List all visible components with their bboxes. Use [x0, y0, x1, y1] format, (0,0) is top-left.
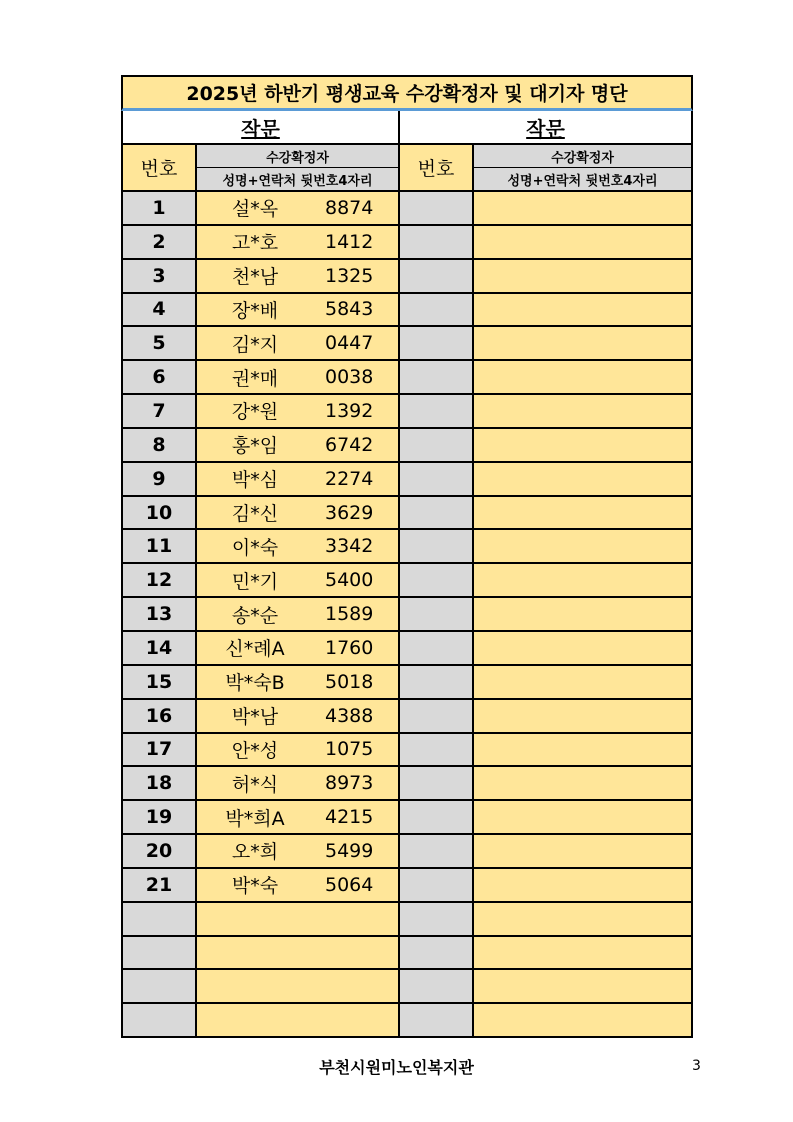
- table-row: [400, 835, 691, 869]
- row-number: 8: [123, 429, 197, 461]
- row-name-phone: [197, 970, 398, 1002]
- table-row: [400, 192, 691, 226]
- row-number: 6: [123, 361, 197, 393]
- table-row: [400, 497, 691, 531]
- row-name-phone: [474, 395, 691, 427]
- table-row: [400, 801, 691, 835]
- row-name-phone: [474, 632, 691, 664]
- table-row: [400, 294, 691, 328]
- table-row: [400, 327, 691, 361]
- row-name-phone: [197, 395, 398, 427]
- student-name: 박*심: [231, 469, 279, 492]
- row-name-phone: [474, 463, 691, 495]
- row-number: [123, 1004, 197, 1036]
- row-number: [400, 598, 474, 630]
- row-name-phone: [197, 192, 398, 224]
- row-number: [400, 937, 474, 969]
- table-row: [400, 395, 691, 429]
- row-number: [400, 564, 474, 596]
- left-header-name-phone: 성명+연락처 뒷번호4자리: [197, 168, 398, 190]
- table-row: [400, 226, 691, 260]
- row-number: [400, 801, 474, 833]
- row-name-phone: [474, 700, 691, 732]
- row-number: 14: [123, 632, 197, 664]
- row-number: [400, 463, 474, 495]
- student-name: 신*례A: [225, 638, 285, 661]
- row-name-phone: [197, 700, 398, 732]
- table-row: [400, 463, 691, 497]
- table-row: [400, 429, 691, 463]
- row-name-phone: [474, 530, 691, 562]
- table-row: [123, 429, 398, 463]
- row-name-phone: [474, 260, 691, 292]
- row-name-phone: [197, 767, 398, 799]
- row-name-phone: [197, 632, 398, 664]
- row-name-phone: [197, 226, 398, 258]
- right-section-title: 작문: [400, 111, 691, 145]
- table-row: [400, 666, 691, 700]
- row-name-phone: [474, 294, 691, 326]
- row-name-phone: [474, 429, 691, 461]
- row-number: [400, 192, 474, 224]
- row-number: [123, 903, 197, 935]
- row-number: 15: [123, 666, 197, 698]
- row-number: 20: [123, 835, 197, 867]
- row-number: [400, 260, 474, 292]
- table-row: [400, 970, 691, 1004]
- table-row: [123, 361, 398, 395]
- row-number: [123, 937, 197, 969]
- table-row: [123, 1004, 398, 1038]
- row-number: [400, 632, 474, 664]
- student-name: 박*남: [231, 706, 279, 729]
- row-number: [400, 767, 474, 799]
- table-row: [123, 835, 398, 869]
- row-number: 10: [123, 497, 197, 529]
- phone-last4: 5499: [325, 839, 374, 862]
- phone-last4: 1760: [325, 636, 374, 659]
- table-row: [400, 564, 691, 598]
- row-number: [400, 1004, 474, 1036]
- roster-grid: [121, 111, 693, 1038]
- row-name-phone: [474, 801, 691, 833]
- phone-last4: 3342: [325, 535, 374, 558]
- phone-last4: 5843: [325, 298, 374, 321]
- table-row: [400, 1004, 691, 1038]
- table-row: [123, 767, 398, 801]
- student-name: 천*남: [231, 266, 279, 289]
- table-row: [123, 260, 398, 294]
- roster-sheet: [121, 75, 693, 1038]
- row-number: 13: [123, 598, 197, 630]
- row-number: [123, 970, 197, 1002]
- right-number-header: 번호: [400, 145, 474, 190]
- organization-name: 부천시원미노인복지관: [319, 1058, 474, 1077]
- left-header-row: [123, 145, 398, 192]
- row-number: [400, 700, 474, 732]
- row-name-phone: [474, 327, 691, 359]
- row-name-phone: [474, 835, 691, 867]
- student-name: 송*순: [231, 604, 279, 627]
- row-number: 19: [123, 801, 197, 833]
- row-name-phone: [197, 1004, 398, 1036]
- row-number: [400, 361, 474, 393]
- left-panel: [121, 111, 400, 1038]
- row-number: 1: [123, 192, 197, 224]
- table-row: [400, 700, 691, 734]
- table-row: [123, 869, 398, 903]
- page-title: 2025년 하반기 평생교육 수강확정자 및 대기자 명단: [121, 75, 693, 111]
- student-name: 김*지: [231, 333, 279, 356]
- row-name-phone: [197, 734, 398, 766]
- row-name-phone: [197, 530, 398, 562]
- row-name-phone: [474, 192, 691, 224]
- phone-last4: 1075: [325, 738, 374, 761]
- student-name: 고*호: [231, 232, 279, 255]
- row-number: 11: [123, 530, 197, 562]
- row-name-phone: [474, 598, 691, 630]
- row-number: 2: [123, 226, 197, 258]
- table-row: [123, 395, 398, 429]
- right-rows: [400, 192, 691, 1038]
- row-number: [400, 226, 474, 258]
- row-number: [400, 530, 474, 562]
- page-number: 3: [692, 1058, 701, 1074]
- left-section-title: 작문: [123, 111, 398, 145]
- right-panel: [400, 111, 693, 1038]
- row-name-phone: [474, 1004, 691, 1036]
- table-row: [123, 463, 398, 497]
- row-name-phone: [197, 429, 398, 461]
- row-name-phone: [197, 497, 398, 529]
- row-number: 17: [123, 734, 197, 766]
- phone-last4: 3629: [325, 501, 374, 524]
- table-row: [400, 632, 691, 666]
- phone-last4: 1412: [325, 230, 374, 253]
- phone-last4: 4388: [325, 704, 374, 727]
- table-row: [123, 801, 398, 835]
- row-number: [400, 497, 474, 529]
- row-number: [400, 903, 474, 935]
- row-name-phone: [197, 564, 398, 596]
- student-name: 오*희: [231, 841, 279, 864]
- row-name-phone: [197, 361, 398, 393]
- row-name-phone: [197, 666, 398, 698]
- phone-last4: 4215: [325, 806, 374, 829]
- phone-last4: 2274: [325, 467, 374, 490]
- table-row: [400, 734, 691, 768]
- table-row: [123, 734, 398, 768]
- phone-last4: 5018: [325, 670, 374, 693]
- table-row: [123, 937, 398, 971]
- student-name: 권*매: [231, 367, 279, 390]
- row-name-phone: [197, 463, 398, 495]
- row-number: 7: [123, 395, 197, 427]
- row-name-phone: [197, 903, 398, 935]
- table-row: [123, 564, 398, 598]
- row-name-phone: [474, 497, 691, 529]
- row-number: 12: [123, 564, 197, 596]
- table-row: [400, 903, 691, 937]
- row-number: 21: [123, 869, 197, 901]
- row-number: [400, 395, 474, 427]
- student-name: 안*성: [231, 739, 279, 762]
- table-row: [123, 530, 398, 564]
- table-row: [123, 294, 398, 328]
- table-row: [400, 598, 691, 632]
- row-name-phone: [474, 970, 691, 1002]
- phone-last4: 8973: [325, 772, 374, 795]
- row-number: [400, 294, 474, 326]
- phone-last4: 6742: [325, 433, 374, 456]
- table-row: [123, 632, 398, 666]
- phone-last4: 5400: [325, 569, 374, 592]
- row-number: [400, 835, 474, 867]
- table-row: [400, 767, 691, 801]
- student-name: 이*숙: [231, 536, 279, 559]
- row-name-phone: [197, 327, 398, 359]
- row-name-phone: [197, 598, 398, 630]
- table-row: [123, 226, 398, 260]
- row-name-phone: [474, 361, 691, 393]
- row-number: [400, 666, 474, 698]
- row-name-phone: [474, 937, 691, 969]
- phone-last4: 8874: [325, 196, 374, 219]
- row-name-phone: [474, 734, 691, 766]
- left-header-confirmed: 수강확정자: [197, 145, 398, 168]
- row-number: [400, 970, 474, 1002]
- phone-last4: 0038: [325, 366, 374, 389]
- row-name-phone: [474, 564, 691, 596]
- table-row: [123, 192, 398, 226]
- right-header-row: [400, 145, 691, 192]
- row-name-phone: [197, 869, 398, 901]
- table-row: [400, 361, 691, 395]
- student-name: 홍*임: [231, 435, 279, 458]
- left-number-header: 번호: [123, 145, 197, 190]
- left-name-header: [197, 145, 398, 190]
- table-row: [400, 869, 691, 903]
- student-name: 박*희A: [225, 807, 285, 830]
- table-row: [123, 903, 398, 937]
- table-row: [123, 666, 398, 700]
- row-name-phone: [474, 869, 691, 901]
- table-row: [400, 260, 691, 294]
- row-number: 18: [123, 767, 197, 799]
- student-name: 강*원: [231, 401, 279, 424]
- table-row: [123, 497, 398, 531]
- row-number: 5: [123, 327, 197, 359]
- row-name-phone: [197, 937, 398, 969]
- student-name: 박*숙B: [225, 672, 285, 695]
- row-name-phone: [197, 835, 398, 867]
- student-name: 설*옥: [231, 198, 279, 221]
- table-row: [400, 530, 691, 564]
- row-number: [400, 869, 474, 901]
- student-name: 김*신: [231, 503, 279, 526]
- right-name-header: [474, 145, 691, 190]
- table-row: [123, 327, 398, 361]
- table-row: [123, 700, 398, 734]
- table-row: [123, 970, 398, 1004]
- row-name-phone: [474, 226, 691, 258]
- row-name-phone: [197, 801, 398, 833]
- phone-last4: 1392: [325, 399, 374, 422]
- right-header-confirmed: 수강확정자: [474, 145, 691, 168]
- left-rows: [123, 192, 398, 1038]
- row-name-phone: [474, 767, 691, 799]
- row-number: 4: [123, 294, 197, 326]
- table-row: [400, 937, 691, 971]
- right-header-name-phone: 성명+연락처 뒷번호4자리: [474, 168, 691, 190]
- student-name: 박*숙: [231, 875, 279, 898]
- row-number: 16: [123, 700, 197, 732]
- row-name-phone: [474, 903, 691, 935]
- student-name: 허*식: [231, 773, 279, 796]
- phone-last4: 1325: [325, 264, 374, 287]
- student-name: 민*기: [231, 570, 279, 593]
- row-number: 3: [123, 260, 197, 292]
- row-number: [400, 429, 474, 461]
- row-number: [400, 734, 474, 766]
- row-name-phone: [474, 666, 691, 698]
- row-name-phone: [197, 260, 398, 292]
- row-number: [400, 327, 474, 359]
- table-row: [123, 598, 398, 632]
- row-number: 9: [123, 463, 197, 495]
- phone-last4: 0447: [325, 332, 374, 355]
- student-name: 장*배: [231, 299, 279, 322]
- phone-last4: 5064: [325, 873, 374, 896]
- row-name-phone: [197, 294, 398, 326]
- phone-last4: 1589: [325, 603, 374, 626]
